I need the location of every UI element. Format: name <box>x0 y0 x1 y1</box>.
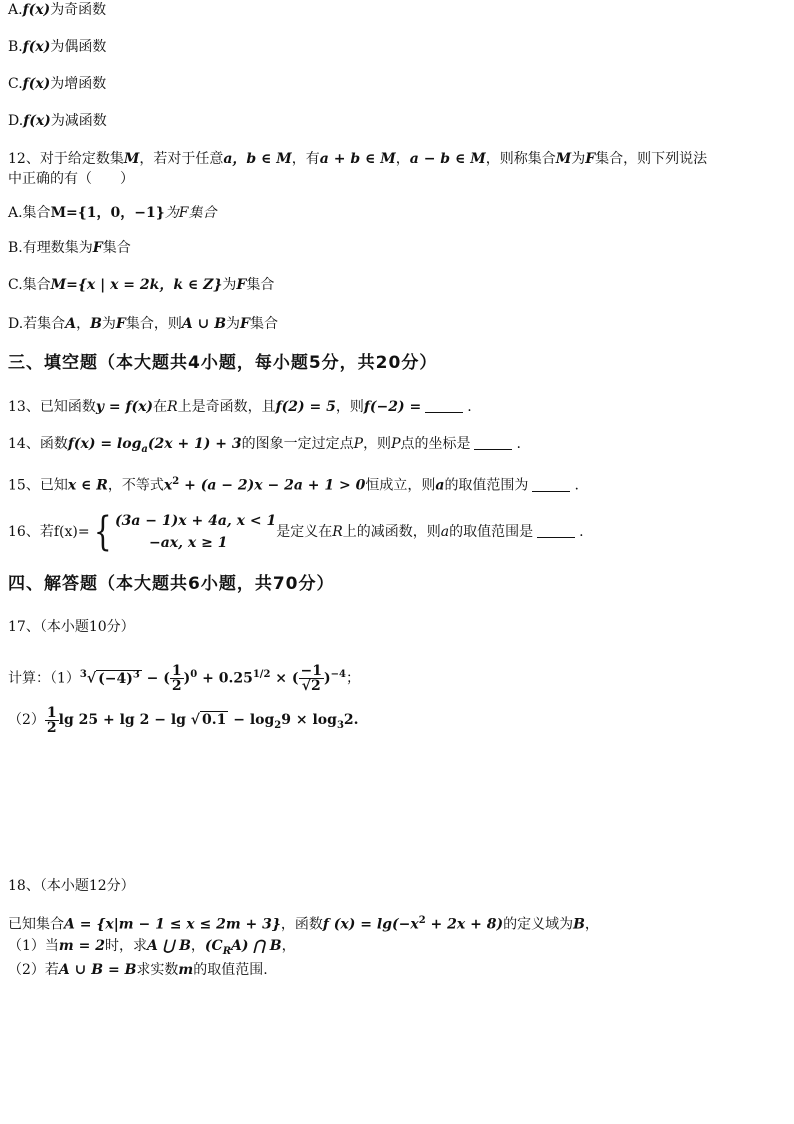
cube-root: √ $(-4)^3$ <box>86 669 140 687</box>
q11-option-c: C.f(x)为增函数 <box>8 76 107 92</box>
q13: 13、已知函数y = f(x)在R上是奇函数，且f(2) = 5，则f(−2) = . <box>8 399 472 415</box>
answer-blank <box>532 477 570 492</box>
q12-option-d: D.若集合A，B为F集合，则A ∪ B为F集合 <box>8 316 278 332</box>
answer-blank <box>474 435 512 450</box>
q11-option-b: B.f(x)为偶函数 <box>8 39 107 55</box>
fraction-one-half: $\frac{1}{2}$ <box>171 663 182 695</box>
answer-blank <box>425 398 463 413</box>
piecewise-cases: (3a − 1)x + 4a, x < 1 −ax, x ≥ 1 <box>115 513 277 551</box>
q12-option-b: B.有理数集为F集合 <box>8 240 131 256</box>
q18-heading: 18、（本小题12分） <box>8 878 135 894</box>
q11-option-d: D.f(x)为减函数 <box>8 113 107 129</box>
left-brace: { <box>93 509 112 555</box>
q17-part2: （2） $\frac{1}{2}$ lg 25 + lg 2 − lg √ $0.1 - \log_29 \times \log_32$. <box>8 704 359 736</box>
fraction-neg-one-over-root2: $\frac{-1}{√2}$ <box>300 663 322 695</box>
section-3-heading: 三、填空题（本大题共4小题，每小题5分，共20分） <box>8 353 438 373</box>
q12-stem-line2: 中正确的有（ ） <box>8 171 134 187</box>
q16: 16、若f(x)={ (3a − 1)x + 4a, x < 1 −ax, x ≥ 1 是定义在R上的减函数，则a的取值范围是 . <box>8 509 584 555</box>
q18-part1: （1）当m = 2时，求A ⋃ B，$(C_RA)$ ⋂ B， <box>8 938 296 957</box>
answer-blank <box>537 523 575 538</box>
section-4-heading: 四、解答题（本大题共6小题，共70分） <box>8 574 335 594</box>
q14: 14、函数$f(x) = \log_a(2x + 1) + 3$的图象一定过定点P，则P点的坐标是 . <box>8 436 521 455</box>
q17-part1: 计算：$(1)^3√$ $(-4)^3$ − ( $\frac{1}{2}$ )$^0 + 0.25^{1/2}$ × ( $\frac{-1}{√2}$ )$^{-4}$； <box>8 663 360 695</box>
q12-option-a: A.集合M={1，0，−1}为F集合 <box>8 205 217 221</box>
q12-option-c: C.集合M={x | x = 2k，k ∈ Z}为F集合 <box>8 277 275 293</box>
q17-heading: 17、（本小题10分） <box>8 619 135 635</box>
q18-part2: （2）若A ∪ B = B求实数m的取值范围. <box>8 962 268 978</box>
square-root: √ 0.1 <box>190 712 227 728</box>
q18-stem: 已知集合A = {x|m − 1 ≤ x ≤ 2m + 3}，函数f $(x) = \lg(-x^2 + 2x + 8)$的定义域为B， <box>8 915 599 933</box>
q11-option-a: A.f(x)为奇函数 <box>8 2 107 18</box>
q15: 15、已知x ∈ R，不等式$x^2 + (a - 2)x - 2a + 1 > 0$恒成立，则a的取值范围为 . <box>8 476 579 494</box>
fraction-one-half: $\frac{1}{2}$ <box>46 704 57 736</box>
q12-stem: 12、对于给定数集M，若对于任意a，b ∈ M，有a + b ∈ M，a − b ∈ M，则称集合M为F集合，则下列说法 <box>8 151 708 167</box>
